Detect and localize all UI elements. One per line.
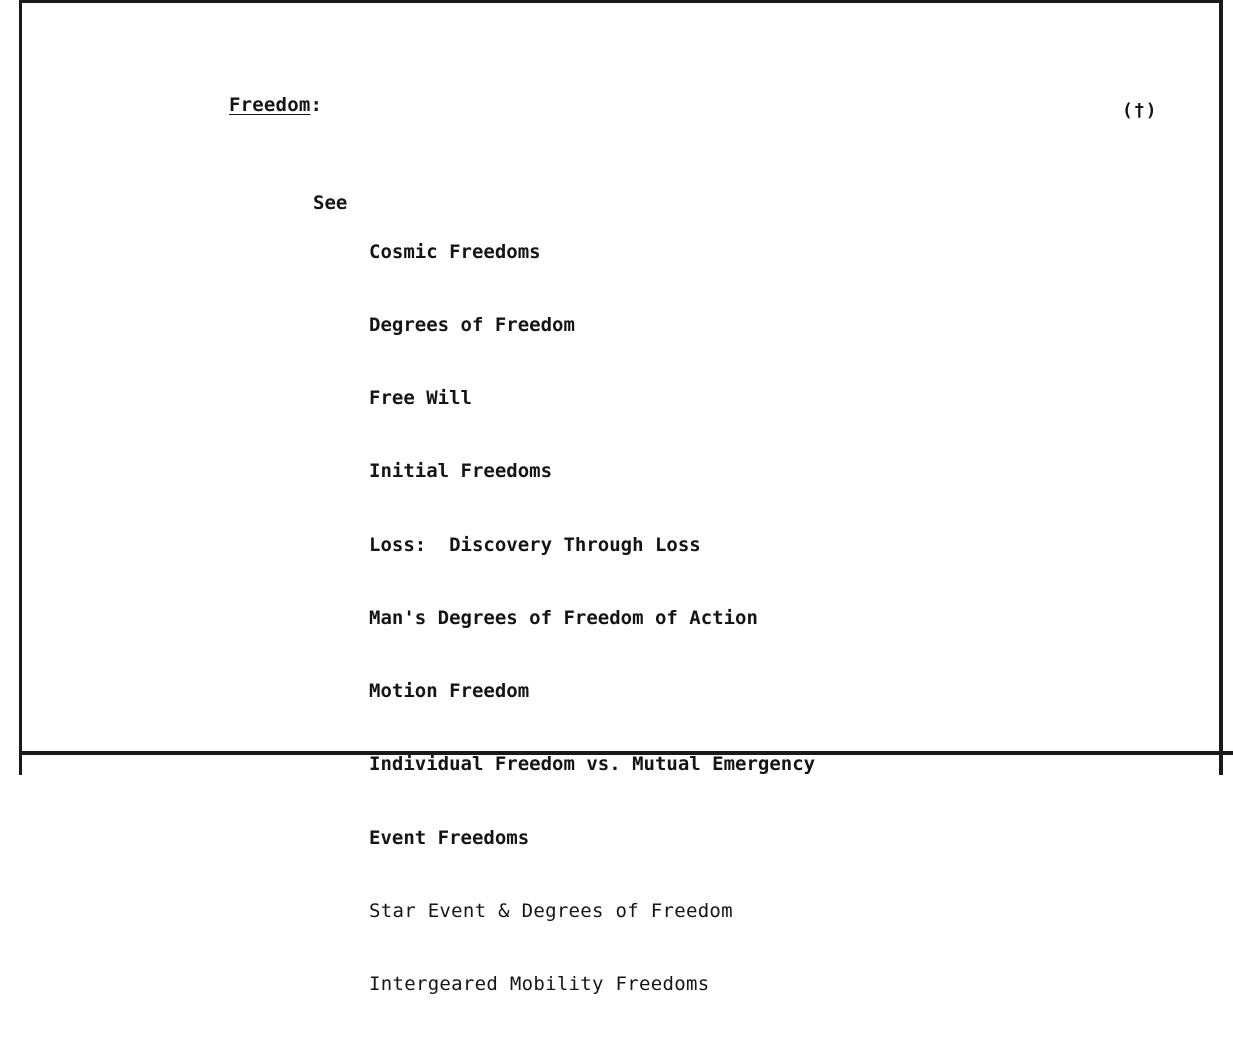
heading-word: Freedom	[229, 94, 311, 116]
card-heading	[229, 94, 322, 116]
cross-reference-item: Loss: Discovery Through Loss	[369, 533, 701, 556]
cross-reference-item: Event Freedoms	[369, 826, 530, 849]
see-label: See	[313, 192, 348, 214]
cross-reference-item: Initial Freedoms	[369, 460, 553, 483]
cross-reference-item: Degrees of Freedom	[369, 314, 575, 337]
card-border-right	[1219, 0, 1223, 775]
cross-reference-item: Cosmic Freedoms	[369, 240, 541, 263]
cross-reference-item: Man's Degrees of Freedom of Action	[369, 606, 758, 629]
cross-reference-item: Free Will	[369, 387, 472, 410]
heading-colon: :	[310, 94, 323, 116]
cross-reference-item: Star Event & Degrees of Freedom	[369, 899, 733, 922]
cross-reference-item: Individual Freedom vs. Mutual Emergency	[369, 753, 816, 776]
card-border-left	[19, 0, 22, 775]
reference-mark: (†)	[1122, 100, 1158, 121]
cross-reference-item: Motion Freedom	[369, 680, 530, 703]
cross-reference-item: Intergeared Mobility Freedoms	[369, 973, 710, 995]
cross-reference-list	[369, 191, 815, 1045]
card-border-top	[19, 0, 1223, 3]
